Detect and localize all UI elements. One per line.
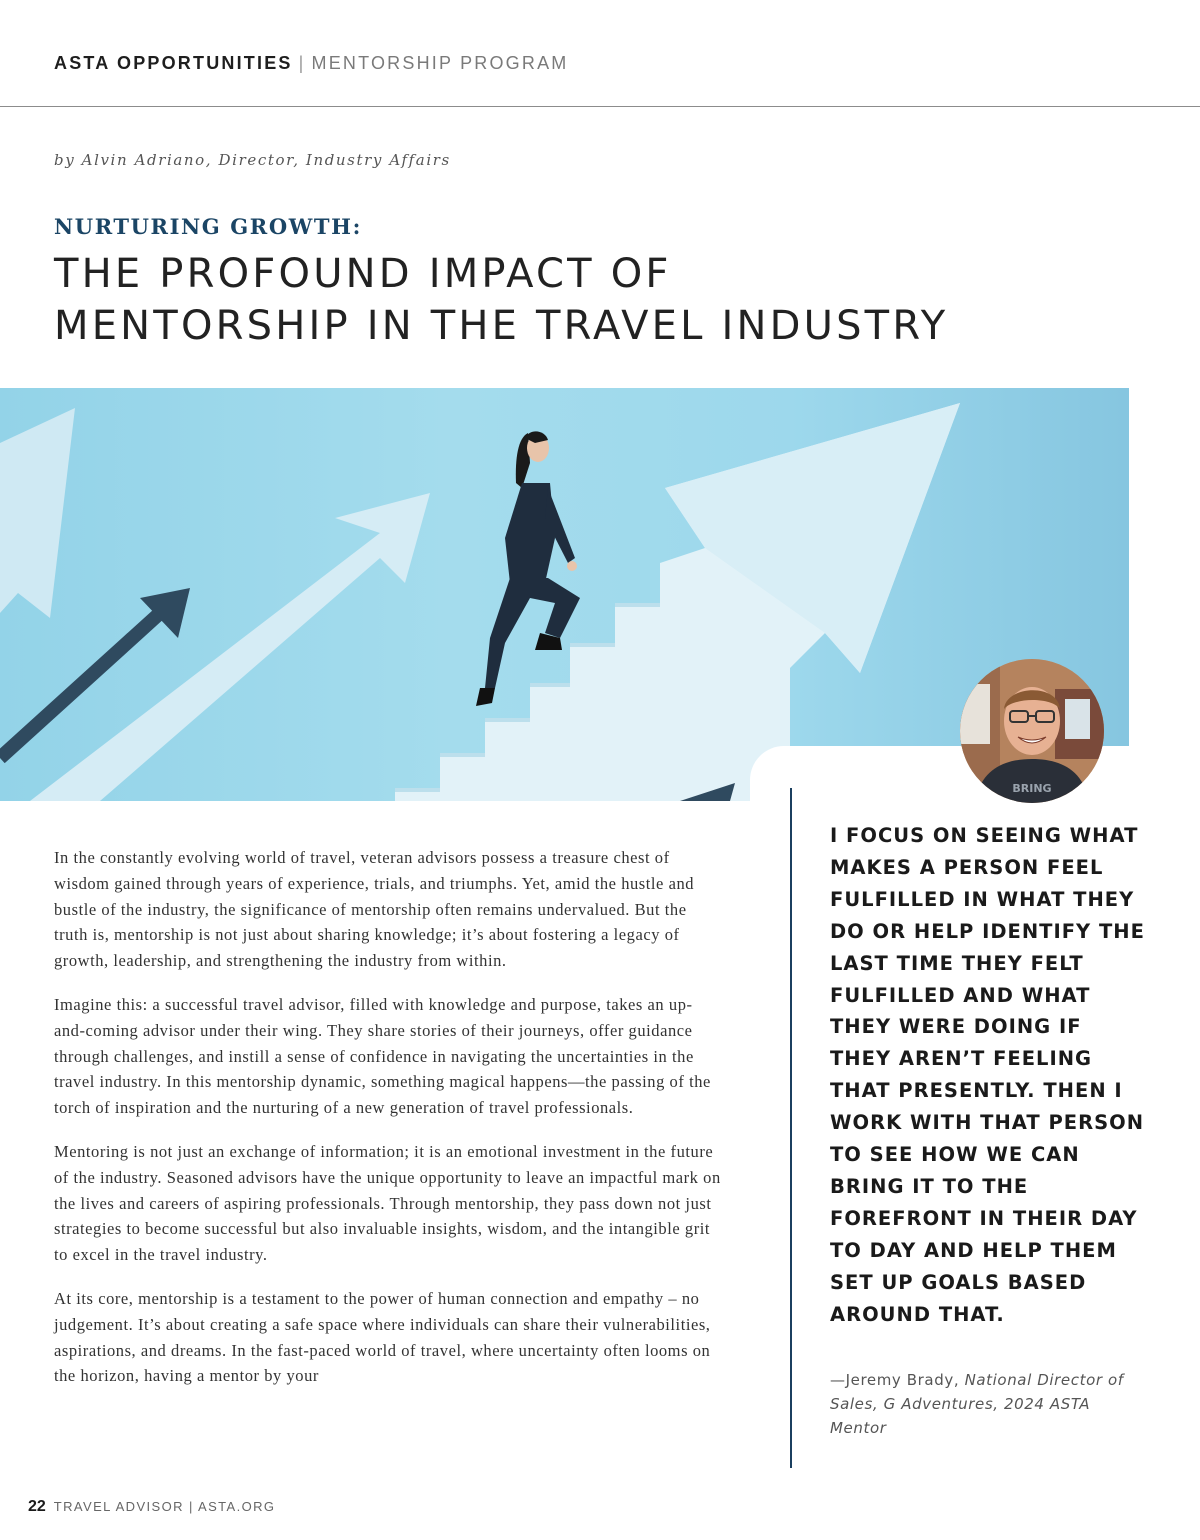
- headline-line-2: MENTORSHIP IN THE TRAVEL INDUSTRY: [54, 303, 949, 349]
- businesswoman-figure: [476, 431, 580, 706]
- body-paragraph-1: In the constantly evolving world of travel, veteran advisors possess a treasure chest of wisdom gained through years of experience, trials, and triumphs. Yet, amid the hustle and bustle of the industry, the significance of mentorship often remains undervalued. But the truth is, mentorship is not just about sharing knowledge; it’s about fostering a legacy of growth, leadership, and strengthening the industry from within.: [54, 848, 695, 971]
- page-footer: [28, 1498, 275, 1516]
- page-header: [54, 53, 568, 74]
- shirt-text: BRING: [1012, 782, 1052, 795]
- body-paragraph-4: At its core, mentorship is a testament to the power of human connection and empathy – no judgement. It’s about creating a safe space where individuals can share their vulnerabilities, aspirations, and dreams. In the fast-paced world of travel, where uncertainty often looms on the horizon, having a mentor by your: [54, 1288, 711, 1386]
- page-number: 22: [28, 1498, 46, 1515]
- subsection-label: MENTORSHIP PROGRAM: [311, 53, 569, 73]
- kicker: NURTURING GROWTH:: [54, 214, 362, 239]
- portrait-illustration: [960, 659, 1104, 803]
- mentor-portrait: [960, 659, 1104, 803]
- header-divider: [0, 106, 1200, 107]
- section-label: ASTA OPPORTUNITIES: [54, 53, 293, 73]
- quote-divider: [790, 788, 792, 1468]
- header-separator: |: [298, 53, 306, 73]
- headline-line-1: THE PROFOUND IMPACT OF: [54, 251, 672, 297]
- body-paragraph-3: Mentoring is not just an exchange of information; it is an emotional investment in the future of the industry. Seasoned advisors have the unique opportunity to leave an impactful mark on the lives and careers of aspiring professionals. Through mentorship, they pass down not just strategies to become successful but also invaluable insights, wisdom, and the intangible grit to excel in the travel industry.: [54, 1141, 721, 1265]
- arrow-left-partial: [0, 408, 75, 618]
- byline: by Alvin Adriano, Director, Industry Affairs: [54, 151, 451, 169]
- quote-attribution: [830, 1368, 1150, 1440]
- body-paragraph-2: Imagine this: a successful travel advisor, filled with knowledge and purpose, takes an up-and-coming advisor under their wing. They share stories of their journeys, offer guidance through challenges, and instill a sense of confidence in navigating the uncertainties in the travel industry. In this mentorship dynamic, something magical happens—the passing of the torch of inspiration and the nurturing of a new generation of travel professionals.: [54, 994, 711, 1118]
- light-arrow: [30, 493, 430, 801]
- attribution-name: —Jeremy Brady,: [830, 1371, 965, 1389]
- publication-name: TRAVEL ADVISOR | ASTA.ORG: [53, 1499, 276, 1514]
- headline: [54, 248, 1154, 352]
- article-body: [54, 845, 724, 1407]
- attribution-role: National Director of Sales, G Adventures, 2024 ASTA Mentor: [830, 1371, 1124, 1437]
- pull-quote: I FOCUS ON SEEING WHAT MAKES A PERSON FEEL FULFILLED IN WHAT THEY DO OR HELP IDENTIFY THE LAST TIME THEY FELT FULFILLED AND WHAT THEY WERE DOING IF THEY AREN’T FEELING THAT PRESENTLY. THEN I WORK WITH THAT PERSON TO SEE HOW WE CAN BRING IT TO THE FOREFRONT IN THEIR DAY TO DAY AND HELP THEM SET UP GOALS BASED AROUND THAT.: [830, 824, 1145, 1326]
